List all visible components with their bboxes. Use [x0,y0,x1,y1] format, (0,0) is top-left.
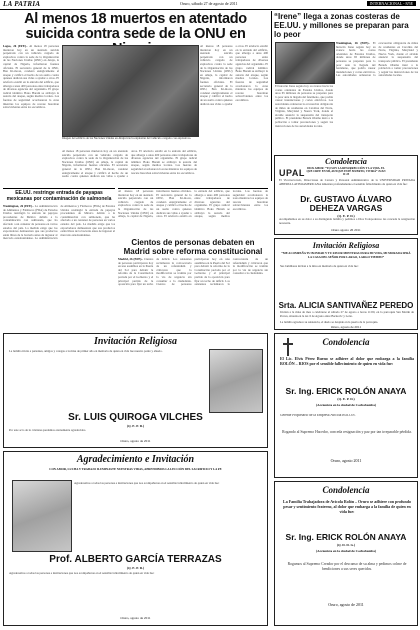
condolence-upal [274,155,418,235]
invitation-text: La familia invita a parientes, amigos y colegas a la misa de primer año en memoria de quien en vida fue nuestro padre y abuelo. [9,350,163,353]
previous-story-end [118,190,268,236]
irene-photo [275,42,335,84]
portrait-photo [209,349,263,413]
condolence-title: Condolencia [322,485,370,495]
main-body-cont: Al menos 18 personas murieron hoy en un atentado suicida perpetrado con un vehículo cargado de explosivos contra la sede de la Organización de las Naciones Unidas (ONU) en Abuja, la capital de Nigeria, informaron fuentes oficiales. El secretario general de la ONU, Ban Ki-moon, condenó enérgicamente el ataque y calificó el hecho de un asalto contra quienes dedican sus vidas a ayudar a otros. El artefacto estalló en la entrada del edificio, que alberga a unas 400 personas entre trabajadores de diversas agencias del organismo. El grupo radical islámico Boko Haram se atribuyó la autoría del ataque, según medios locales. Las fuerzas de seguridad acordonaron la zona mientras los equipos de rescate buscaban sobrevivientes entre los escombros. [62,150,197,179]
condolence-closing: Rogando al Supremo Hacedor, conceda resignación y paz por tan irreparable pérdida. [282,430,412,434]
thanks-garcia [3,451,268,626]
thanks-text: Agradecemos a todas las personas e instituciones que nos acompañaron en el sensible fallecimiento de quien en vida fue: [74,482,220,485]
section-label: INTERNACIONAL - 8/5E [367,1,416,6]
condolence-title: Condolencia [322,337,370,347]
condolence-closing: Acompañamos en su dolor a su distinguida familia y pedimos a Dios Todopoderoso les conceda la resignación necesaria. [279,218,415,225]
condolence-text: lamentan profundamente el sensible fallecimiento de quien en vida fue: [321,181,408,186]
irene-story-left [275,85,333,152]
main-headline: Al menos 18 muertos en atentado suicida contra sede de la ONU en [24,11,247,42]
condolence-role: Gerente Propietario de la Empresa Avícola ROLÓN. [280,414,356,417]
invitation-detail: Invitan a la misa de mes a celebrarse el sábado 27 de agosto a horas 11:00, en la parroquia San Martín de Porres, situada en la Av. 6 de Agosto entre Backovic y León. [280,311,414,318]
condolence-sign: Oruro, agosto de 2011 [328,602,364,607]
condolence-org [279,179,415,193]
column-divider [271,11,272,181]
condolence-perez [274,333,418,478]
papaya-body: La Administración de Alimentos y Fármacos (FDA) de Estados Unidos restringió la entrada de papayas procedentes de México debido a la contaminación con salmonela, que ha afectado a un centenar de personas en varios estados del país. La medida exige que los exportadores demuestren que sus productos están libres de la bacteria antes de ingresar al mercado estadounidense. [3,205,58,241]
issue-date: Oruro, sábado 27 de agosto de 2011 [180,1,238,6]
upal-logo: UPAL [279,168,305,178]
qepd-mark: (Q. E. P. D.) [126,424,145,428]
invitation-title: Invitación Religiosa [312,241,380,250]
papaya-story [3,205,115,328]
madrid-story [118,258,268,330]
irene-body: El huracán Irene seguía hoy su avance hacia las costas orientales de Estados Unidos, donde unos 65 millones de personas se preparan para lo peor ante la llegada del fenómeno, que podría causar inundaciones y cortes eléctricos. Las autoridades ordenaron la evacuación obligatoria de miles de residentes en Carolina del Norte, Virginia, Maryland y Nueva York, donde el alcalde anunció la suspensión del transporte público. El presidente Barack Obama instó a la población a tomar precauciones y seguir las instrucciones de las autoridades locales. [336,42,418,78]
thanks-sign: Oruro, agosto de 2011 [120,616,151,620]
newspaper-logo: LA PATRIA [3,0,41,8]
papaya-body-cont: La Administración de Alimentos y Fármacos (FDA) de Estados Unidos restringió la entrada de papayas procedentes de México debido a la contaminación con salmonela, que ha afectado a un centenar de personas en varios estados del país. La medida exige que los exportadores demuestren que sus productos están libres de la bacteria antes de ingresar al mercado estadounidense. [34,205,115,241]
qepd-mark: (Q. D. D. G.) [336,543,356,547]
condolence-org-text: El Vicerrectorado, Direcciones de Carrera y Personal Administrativo de la UNIVERSIDAD PRIVADA ABIERTA LATINOAMERICANA [279,179,415,186]
irene-body-left: El huracán Irene seguía hoy su avance hacia las costas orientales de Estados Unidos, donde unos 65 millones de personas se preparan para lo peor ante la llegada del fenómeno, que podría causar inundaciones y cortes eléctricos. Las autoridades ordenaron la evacuación obligatoria de miles de residentes en Carolina del Norte, Virginia, Maryland y Nueva York, donde el alcalde anunció la suspensión del transporte público. El presidente Barack Obama instó a la población a tomar precauciones y seguir las instrucciones de las autoridades locales. [275,85,333,128]
papaya-dateline: Washington, 26 (EFE).- [3,205,34,208]
qepd-mark: (Q. E. P. D.) [337,214,355,218]
thanks-intro: CON AMOR, LUCHA Y TRABAJO ILUMINASTE NUESTRAS VIDAS, APRENDIMOS LA LECCIÓN DEL SACRIFICIO Y LA FE [49,467,222,471]
deceased-name: Sr. Ing. ERICK ROLÓN ANAYA [285,532,407,542]
invitation-thanks: La familia agradece su asistencia, el duelo se despide en la puerta de la parroquia. [280,321,379,324]
invitation-sign: Oruro, agosto de 2011 [330,325,362,329]
condolence-avicola [274,481,418,626]
portrait-photo [12,480,72,552]
condolence-title: Condolencia [325,157,367,166]
madrid-body: Cientos de personas participaron hoy en una asamblea en la Puerta del Sol para debatir la reforma de la Constitución pactada por el Gobierno y el principal partido de la oposición para fijar un techo de déficit. Los asistentes reclamaron la convocatoria de un referéndum y criticaron que la modificación se tramite por la vía de urgencia sin consultar a la ciudadanía. [118,258,192,287]
deceased-name: Dr. GUSTAVO ÁLVARO DEHEZA VARGAS [300,194,392,213]
main-story-right [200,45,268,185]
invitation-quote: “ME ACOMPAÑA TU BONDAD Y TU FAVOR MIENTRAS DURA MI VIDA, MI MORADA SERÁ LA CASA DEL SEÑOR POR LARGO, LARGO TIEMPO” [281,251,411,259]
divider [3,188,115,189]
main-body-right: Al menos 18 personas murieron hoy en un atentado suicida perpetrado con un vehículo cargado de explosivos contra la sede de la Organización de las Naciones Unidas (ONU) en Abuja, la capital de Nigeria, informaron fuentes oficiales. El secretario general de la ONU, Ban Ki-moon, condenó enérgicamente el ataque y calificó el hecho de un asalto contra quienes dedican sus vidas a ayudar a otros. El artefacto estalló en la entrada del edificio, que alberga a unas 400 personas entre trabajadores de diversas agencias del organismo. El grupo radical islámico Boko Haram se atribuyó la autoría del ataque, según medios locales. Las fuerzas de seguridad acordonaron la zona mientras los equipos de rescate buscaban sobrevivientes entre los escombros. [200,45,268,106]
invitation-closing: Por este acto de fe cristiana quedamos eternamente agradecidos. [9,429,87,432]
condolence-note: (Accionista en la ciudad de Cochabamba) [316,549,376,553]
irene-dateline: Washington, 26 (EFE).- [336,42,371,45]
invitation-quiroga [3,333,268,448]
irene-headline: “Irene” llega a zonas costeras de EE.UU. y millones se preparan para lo peor [274,12,409,39]
invitation-title: Invitación Religiosa [93,336,178,347]
madrid-body-cont: Cientos de personas participaron hoy en una asamblea en la Puerta del Sol para debatir la reforma de la Constitución pactada por el Gobierno y el principal partido de la oposición para fijar un techo de déficit. Los asistentes reclamaron la convocatoria de un referéndum y criticaron que la modificación se tramite por la vía de urgencia sin consultar a la ciudadanía. [156,258,268,287]
invitation-text: Sus familiares invitan a la misa en memoria de quien en vida fue: [280,265,359,268]
deceased-name: Prof. ALBERTO GARCÍA TERRAZAS [49,554,222,565]
main-story-cont [62,150,197,185]
deceased-name: Srta. ALICIA SANTIVAÑEZ PEREDO [278,301,414,310]
madrid-dateline: Madrid, 26 (EFE).- [118,258,144,261]
deceased-name: Sr. Ing. ERICK ROLÓN ANAYA [285,386,407,396]
qepd-mark: (Q. E. P. D.) [126,566,145,570]
condolence-text: La Familia Trabajadora de Avícola Rolón – Oruro se adhiere con profundo pesar y sentimiento fraterno, al dolor que embarga a la familia de quien en vida fue: [283,499,411,514]
divider [118,188,268,189]
invitation-sign: Oruro, agosto de 2011 [120,439,151,443]
main-photo-caption: Imagen del edificio de las Naciones Unidas en Abuja tras la explosión del vehículo cargado con explosivos. [62,136,192,140]
main-dateline: Lagos, 26 (EFE).- [3,45,28,48]
invitation-alicia [274,238,418,330]
thanks-body: Agradecemos a todas las personas e instituciones que nos acompañaron en el sensible fallecimiento de quien en vida fue: [9,572,155,575]
main-story-col1 [3,45,59,185]
condolence-text: El Lic. Elvis Pérez Bueno se adhiere al dolor que embarga a la familia ROLÓN – RIOS por el sensible fallecimiento de quien en vida fue: [280,356,414,366]
qepd-mark: (Q. E. P. D.) [337,397,355,401]
madrid-headline: Cientos de personas debaten en Madrid sobre reforma constitucional [123,238,263,256]
main-body: Al menos 18 personas murieron hoy en un atentado suicida perpetrado con un vehículo cargado de explosivos contra la sede de la Organización de las Naciones Unidas (ONU) en Abuja, la capital de Nigeria, informaron fuentes oficiales. El secretario general de la ONU, Ban Ki-moon, condenó enérgicamente el ataque y calificó el hecho de un asalto contra quienes dedican sus vidas a ayudar a otros. El artefacto estalló en la entrada del edificio, que alberga a unas 400 personas entre trabajadores de diversas agencias del organismo. El grupo radical islámico Boko Haram se atribuyó la autoría del ataque, según medios locales. Las fuerzas de seguridad acordonaron la zona mientras los equipos de rescate buscaban sobrevivientes entre los escombros. [3,45,59,110]
condolence-sign: Oruro agosto 26 2011 [331,228,361,232]
masthead [0,0,420,10]
main-photo [62,45,199,137]
papaya-headline: EE.UU. restringe entrada de payapas mexicanas por contaminación de salmonela [6,190,112,202]
condolence-sign: Oruro, agosto 2011 [330,458,362,463]
condolence-quote: DIOS AMOR: “YO SOY LA RESURRECCIÓN Y LA VIDA. EL QUE CREE EN MÍ, AUNQUE ESTÉ MUERTO, VIVIRÁ” JUAN 11:25 [306,167,386,176]
deceased-name: Sr. LUIS QUIROGA VILCHES [68,412,203,423]
thanks-title: Agradecimiento e Invitación [76,454,195,465]
main-body-end: Al menos 18 personas murieron hoy en un atentado suicida perpetrado con un vehículo cargado de explosivos contra la sede de la Organización de las Naciones Unidas (ONU) en Abuja, la capital de Nigeria, informaron fuentes oficiales. El secretario general de la ONU, Ban Ki-moon, condenó enérgicamente el ataque y calificó el hecho de un asalto contra quienes dedican sus vidas a ayudar a otros. El artefacto estalló en la entrada del edificio, que alberga a unas 400 personas entre trabajadores de diversas agencias del organismo. El grupo radical islámico Boko Haram se atribuyó la autoría del ataque, según medios locales. Las fuerzas de seguridad acordonaron la zona mientras los equipos de rescate buscaban sobrevivientes entre los escombros. [118,190,268,219]
condolence-note: (Accionista en la ciudad de Cochabamba) [316,403,376,407]
irene-story [336,42,418,152]
condolence-closing: Rogamos al Supremo Creador por el descanso de su alma y pedimos colme de bendiciones a sus seres queridos. [287,562,407,571]
